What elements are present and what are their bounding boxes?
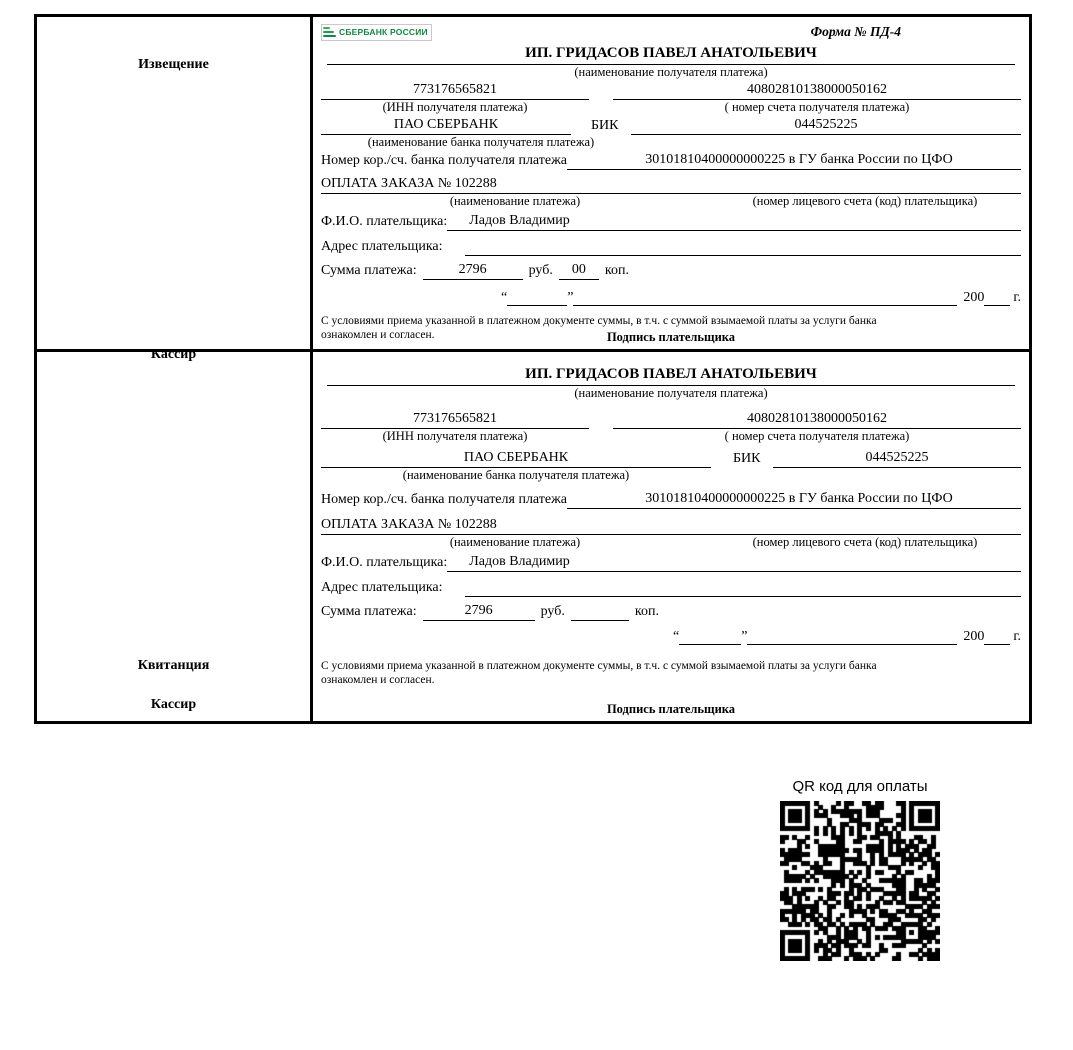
purpose-caption-top: (наименование платежа) [449,194,581,208]
signature-label-top: Подпись плательщика [606,329,736,344]
kop-word-top: коп. [604,263,629,278]
year-prefix-top: 200 [963,290,985,305]
personal-account-value-bottom [709,515,1021,535]
personal-account-caption-top: (номер лицевого счета (код) плательщика) [752,194,978,208]
purpose-caption-row-top [321,194,1021,209]
conditions-note-bottom [321,659,1021,688]
payer-address-value-top [465,237,1021,256]
inn-caption-top: (ИНН получателя платежа) [382,100,528,114]
account-value-bottom: 40802810138000050162 [613,411,1021,429]
purpose-row-bottom [321,515,1021,535]
corr-label-bottom: Номер кор./сч. банка получателя платежа [321,491,567,507]
bik-label-top: БИК [591,118,619,133]
conditions-line1-bottom: С условиями приема указанной в платежном документе суммы, в т.ч. с суммой взымаемой платы за услуги банка [321,659,877,672]
payee-caption-bottom: (наименование получателя платежа) [574,385,768,400]
inn-account-caption-row-bottom [321,429,1021,444]
payer-address-label-top: Адрес плательщика: [321,239,443,254]
payer-name-value-top: Ладов Владимир [447,213,1021,231]
date-quote-open-bottom: “ [673,628,680,644]
conditions-line2-bottom: ознакомлен и согласен. [321,674,435,687]
bank-caption-row-top [321,135,1021,150]
stub-label-cashier-top: Кассир [150,347,197,362]
date-row-top [321,290,1021,306]
date-row-bottom [321,629,1021,645]
purpose-value-bottom: ОПЛАТА ЗАКАЗА № 102288 [321,517,709,535]
bik-value-top: 044525225 [631,117,1021,135]
receipt-body [313,352,1029,721]
inn-caption-bottom: (ИНН получателя платежа) [382,428,528,443]
personal-account-caption-bottom: (номер лицевого счета (код) плательщика) [752,534,978,549]
rub-word-top: руб. [528,263,553,278]
corr-account-row-top [321,152,1021,170]
receipt-top-part [37,17,1029,362]
year-suffix-top: г. [1013,290,1021,305]
corr-value-bottom: 30101810400000000225 в ГУ банка России по ЦФО [567,491,1021,509]
inn-value-top: 773176565821 [321,82,589,100]
date-month-field-bottom [747,629,957,645]
amount-kop-value-bottom [571,619,629,621]
form-number: Форма № ПД-4 [810,24,901,39]
payer-address-row-top [321,237,1021,256]
amount-rub-value-bottom: 2796 [423,603,535,621]
date-day-field-top [507,290,567,306]
date-year-field-bottom [984,629,1010,645]
rub-word-bottom: руб. [540,603,565,619]
amount-kop-value-top: 00 [559,262,599,280]
inn-account-caption-row-top [321,100,1021,115]
stub-label-notice: Извещение [138,57,209,72]
payee-caption-top: (наименование получателя платежа) [574,65,768,79]
bank-bik-row-top [321,117,1021,135]
purpose-row-top [321,174,1021,194]
amount-row-bottom [321,603,1021,621]
personal-account-value-top [709,174,1021,194]
sberbank-logo [321,24,432,41]
stub-notice [37,17,313,362]
purpose-caption-row-bottom [321,535,1021,550]
bank-name-bottom: ПАО СБЕРБАНК [321,450,711,468]
payer-name-value-bottom: Ладов Владимир [447,554,1021,572]
amount-label-bottom: Сумма платежа: [321,603,417,619]
conditions-line1-top: С условиями приема указанной в платежном документе суммы, в т.ч. с суммой взымаемой платы за услуги банка [321,315,877,327]
inn-account-row-bottom [321,411,1021,429]
inn-value-bottom: 773176565821 [321,411,589,429]
year-prefix-bottom: 200 [963,628,985,644]
bik-label-bottom: БИК [733,450,761,466]
date-quote-close-bottom: ” [741,628,748,644]
account-caption-top: ( номер счета получателя платежа) [724,100,910,114]
account-value-top: 40802810138000050162 [613,82,1021,100]
bank-bik-row-bottom [321,450,1021,468]
notice-header-row [321,23,1021,41]
qr-title: QR код для оплаты [792,778,928,795]
purpose-caption-bottom: (наименование платежа) [449,534,581,549]
corr-account-row-bottom [321,491,1021,509]
conditions-line2-top: ознакомлен и согласен. [321,329,435,342]
sberbank-mark-icon [323,27,336,38]
account-caption-bottom: ( номер счета получателя платежа) [724,428,910,443]
amount-row-top [321,262,1021,280]
qr-section [760,778,960,961]
bank-name-top: ПАО СБЕРБАНК [321,117,571,135]
payee-name-top: ИП. ГРИДАСОВ ПАВЕЛ АНАТОЛЬЕВИЧ [327,45,1015,65]
payer-name-row-bottom [321,554,1021,572]
stub-receipt [37,352,313,721]
receipt-bottom-part [37,352,1029,721]
date-day-field-bottom [679,629,741,645]
qr-code-image [780,801,940,961]
sberbank-logo-text: СБЕРБАНК РОССИИ [339,27,428,37]
payment-receipt [34,14,1032,724]
payer-address-row-bottom [321,578,1021,597]
payer-address-value-bottom [465,578,1021,597]
notice-body [313,17,1029,349]
bik-value-bottom: 044525225 [773,450,1021,468]
date-year-field-top [984,290,1010,306]
payee-name-bottom: ИП. ГРИДАСОВ ПАВЕЛ АНАТОЛЬЕВИЧ [327,366,1015,386]
purpose-value-top: ОПЛАТА ЗАКАЗА № 102288 [321,176,709,194]
bank-caption-top: (наименование банка получателя платежа) [367,135,595,149]
stub-label-cashier-bottom: Кассир [150,696,197,712]
corr-label-top: Номер кор./сч. банка получателя платежа [321,153,567,168]
kop-word-bottom: коп. [634,603,659,619]
amount-label-top: Сумма платежа: [321,263,417,278]
date-quote-open-top: “ [501,290,508,305]
payer-name-label-top: Ф.И.О. плательщика: [321,214,448,229]
stub-label-receipt: Квитанция [137,657,210,673]
bank-caption-bottom: (наименование банка получателя платежа) [402,467,630,482]
corr-value-top: 30101810400000000225 в ГУ банка России по ЦФО [567,152,1021,170]
date-quote-close-top: ” [567,290,574,305]
inn-account-row-top [321,82,1021,100]
date-month-field-top [573,290,957,306]
payer-name-row-top [321,213,1021,231]
amount-rub-value-top: 2796 [423,262,523,280]
payer-name-label-bottom: Ф.И.О. плательщика: [321,554,448,570]
year-suffix-bottom: г. [1013,628,1021,644]
signature-label-bottom: Подпись плательщика [606,701,736,716]
payer-address-label-bottom: Адрес плательщика: [321,579,443,595]
bank-caption-row-bottom [321,468,1021,483]
